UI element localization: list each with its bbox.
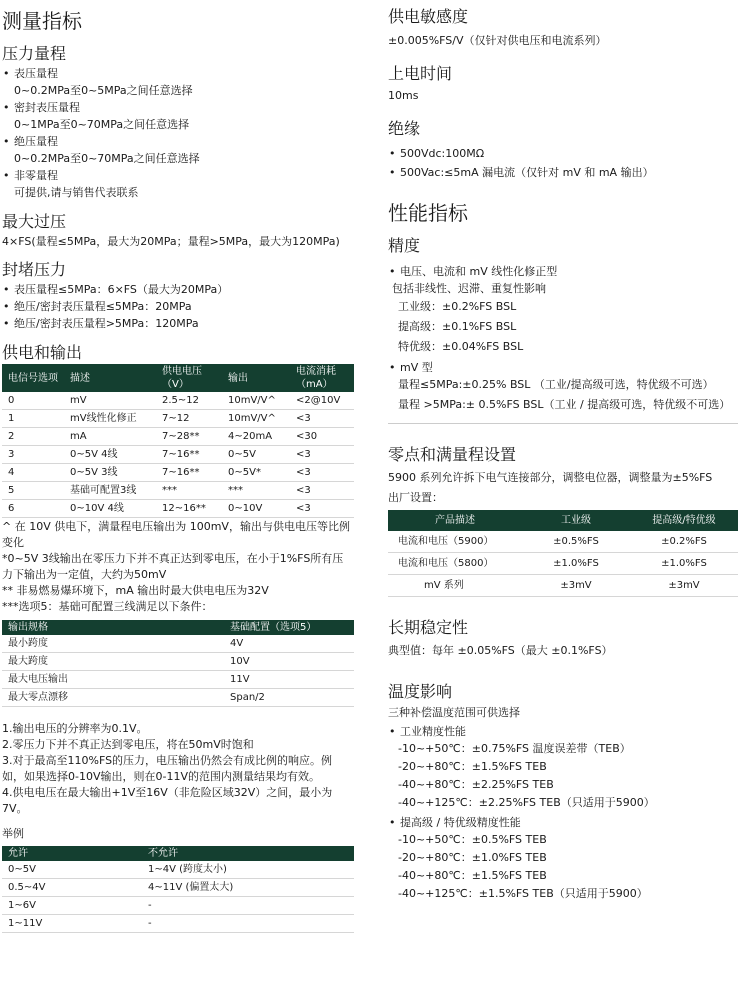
- burst-heading: 封堵压力: [2, 260, 67, 279]
- spec-table: [2, 620, 354, 707]
- column-header: 电信号选项: [2, 364, 64, 392]
- pressure-range-heading: 压力量程: [2, 44, 67, 63]
- column-header: 不允许: [142, 846, 354, 861]
- stability-heading: 长期稳定性: [388, 618, 469, 637]
- supply-sensitivity-text: ±0.005%FS/V（仅针对供电压和电流系列）: [388, 34, 607, 47]
- table-row: 最大电压输出 11V: [2, 671, 354, 689]
- column-header: 输出规格: [2, 620, 224, 635]
- table-row: 3 0~5V 4线 7~16** 0~5V <3: [2, 446, 354, 464]
- zero-span-text: 5900 系列允许拆下电气连接部分，调整电位器，调整量为±5%FS: [388, 471, 713, 484]
- column-header: 基础配置（选项5）: [224, 620, 354, 635]
- grade-row: 工业级：±0.2%FS BSL: [398, 300, 517, 313]
- examples-label: 举例: [2, 827, 24, 840]
- grade-row: 提高级：±0.1%FS BSL: [398, 320, 517, 333]
- temperature-intro: 三种补偿温度范围可供选择: [388, 706, 520, 719]
- table-row: 4 0~5V 3线 7~16** 0~5V* <3: [2, 464, 354, 482]
- column-header: 工业级: [522, 510, 630, 531]
- temp-group-industrial: • 工业精度性能: [388, 723, 738, 740]
- column-header: 描述: [64, 364, 156, 392]
- list-item: • 表压量程 0~0.2MPa至0~5MPa之间任意选择: [2, 65, 354, 99]
- list-item: • 500Vac:≤5mA 漏电流（仅针对 mV 和 mA 输出）: [388, 163, 738, 182]
- note: ^ 在 10V 供电下，满量程电压输出为 100mV，输出与供电电压等比例变化: [2, 520, 350, 549]
- list-item: • 绝压/密封表压量程>5MPa：120MPa: [2, 315, 354, 332]
- supply-notes: [2, 519, 354, 615]
- column-header: 供电电压（V）: [156, 364, 222, 392]
- table-row: mV 系列 ±3mV ±3mV: [388, 575, 738, 597]
- table-row: 电流和电压（5800） ±1.0%FS ±1.0%FS: [388, 553, 738, 575]
- note: 3.对于最高至110%FS的压力，电压输出仍然会有成比例的响应。例如，如果选择0-10V输出，则在0-11V的范围内测量结果均有效。: [2, 754, 333, 783]
- warmup-heading: 上电时间: [388, 64, 453, 83]
- pressure-range-list: [2, 65, 354, 201]
- supply-output-heading: 供电和输出: [2, 343, 83, 362]
- temp-lines-industrial: -10~+50℃：±0.75%FS 温度误差带（TEB） -20~+80℃：±1.5%FS TEB -40~+80℃：±2.25%FS TEB -40~+125℃：±2.25%FS TEB（只适用于5900）: [398, 742, 655, 809]
- table-row: 2 mA 7~28** 4~20mA <30: [2, 428, 354, 446]
- overpressure-heading: 最大过压: [2, 212, 67, 231]
- table-row: 6 0~10V 4线 12~16** 0~10V <3: [2, 500, 354, 518]
- table-row: 1 mV线性化修正 7~12 10mV/V^ <3: [2, 410, 354, 428]
- table-row: 1~6V -: [2, 897, 354, 915]
- table-row: 最小跨度 4V: [2, 635, 354, 653]
- list-item: • 密封表压量程 0~1MPa至0~70MPa之间任意选择: [2, 99, 354, 133]
- accuracy-sub: 包括非线性、迟滞、重复性影响: [392, 282, 546, 295]
- page-title: 测量指标: [2, 9, 82, 33]
- list-item: • 绝压量程 0~0.2MPa至0~70MPa之间任意选择: [2, 133, 354, 167]
- insulation-heading: 绝缘: [388, 119, 421, 138]
- mv-line: 量程 >5MPa:± 0.5%FS BSL（工业 / 提高级可选，特优级不可选）: [398, 398, 731, 411]
- mv-bullet: • mV 型: [388, 359, 738, 376]
- table-row: 0 mV 2.5~12 10mV/V^ <2@10V: [2, 392, 354, 410]
- zero-span-heading: 零点和满量程设置: [388, 445, 517, 464]
- list-item: • 500Vdc:100MΩ: [388, 144, 738, 163]
- column-header: 允许: [2, 846, 142, 861]
- table-row: 0~5V 1~4V (跨度太小): [2, 861, 354, 879]
- stability-text: 典型值：每年 ±0.05%FS（最大 ±0.1%FS）: [388, 644, 613, 657]
- factory-label: 出厂设置：: [388, 491, 443, 504]
- column-header: 输出: [222, 364, 290, 392]
- burst-list: [2, 281, 354, 332]
- temp-lines-enhanced: -10~+50℃：±0.5%FS TEB -20~+80℃：±1.0%FS TEB -40~+80℃：±1.5%FS TEB -40~+125℃：±1.5%FS TEB（只适用于5900）: [398, 833, 648, 900]
- temperature-heading: 温度影响: [388, 682, 453, 701]
- list-item: • 表压量程≤5MPa：6×FS（最大为20MPa）: [2, 281, 354, 298]
- list-item: • 绝压/密封表压量程≤5MPa：20MPa: [2, 298, 354, 315]
- divider: [388, 423, 738, 424]
- right-column: [388, 0, 738, 903]
- accuracy-block: [388, 263, 738, 413]
- table-row: 1~11V -: [2, 915, 354, 933]
- accuracy-heading: 精度: [388, 236, 421, 255]
- note: 4.供电电压在最大输出+1V至16V（非危险区域32V）之间，最小为7V。: [2, 786, 333, 815]
- table-row: 0.5~4V 4~11V (偏置太大): [2, 879, 354, 897]
- note: 1.输出电压的分辨率为0.1V。: [2, 722, 148, 735]
- warmup-text: 10ms: [388, 89, 419, 102]
- column-header: 产品描述: [388, 510, 522, 531]
- note: ** 非易燃易爆环境下，mA 输出时最大供电电压为32V: [2, 584, 269, 597]
- note: *0~5V 3线输出在零压力下并不真正达到零电压，在小于1%FS所有压力下输出为一定值，大约为50mV: [2, 552, 344, 581]
- examples-table: [2, 846, 354, 933]
- numbered-notes: [2, 721, 352, 817]
- supply-sensitivity-heading: 供电敏感度: [388, 7, 469, 26]
- note: ***选项5：基础可配置三线满足以下条件：: [2, 600, 213, 613]
- temp-group-enhanced: • 提高级 / 特优级精度性能: [388, 814, 738, 831]
- insulation-list: [388, 144, 738, 182]
- performance-title: 性能指标: [388, 201, 468, 225]
- zero-span-table: [388, 510, 738, 597]
- table-row: 最大零点漂移 Span/2: [2, 689, 354, 707]
- mv-line: 量程≤5MPa:±0.25% BSL （工业/提高级可选，特优级不可选）: [398, 378, 714, 391]
- table-row: 5 基础可配置3线 *** *** <3: [2, 482, 354, 500]
- accuracy-bullet: • 电压、电流和 mV 线性化修正型: [388, 263, 738, 280]
- left-column: [2, 0, 354, 933]
- table-row: 最大跨度 10V: [2, 653, 354, 671]
- grade-row: 特优级：±0.04%FS BSL: [398, 340, 524, 353]
- overpressure-text: 4×FS(量程≤5MPa，最大为20MPa；量程>5MPa，最大为120MPa): [2, 235, 340, 248]
- table-row: 电流和电压（5900） ±0.5%FS ±0.2%FS: [388, 531, 738, 553]
- note: 2.零压力下并不真正达到零电压，将在50mV时饱和: [2, 738, 254, 751]
- supply-output-table: [2, 364, 354, 518]
- column-header: 电流消耗（mA）: [290, 364, 354, 392]
- list-item: • 非零量程 可提供,请与销售代表联系: [2, 167, 354, 201]
- column-header: 提高级/特优级: [630, 510, 738, 531]
